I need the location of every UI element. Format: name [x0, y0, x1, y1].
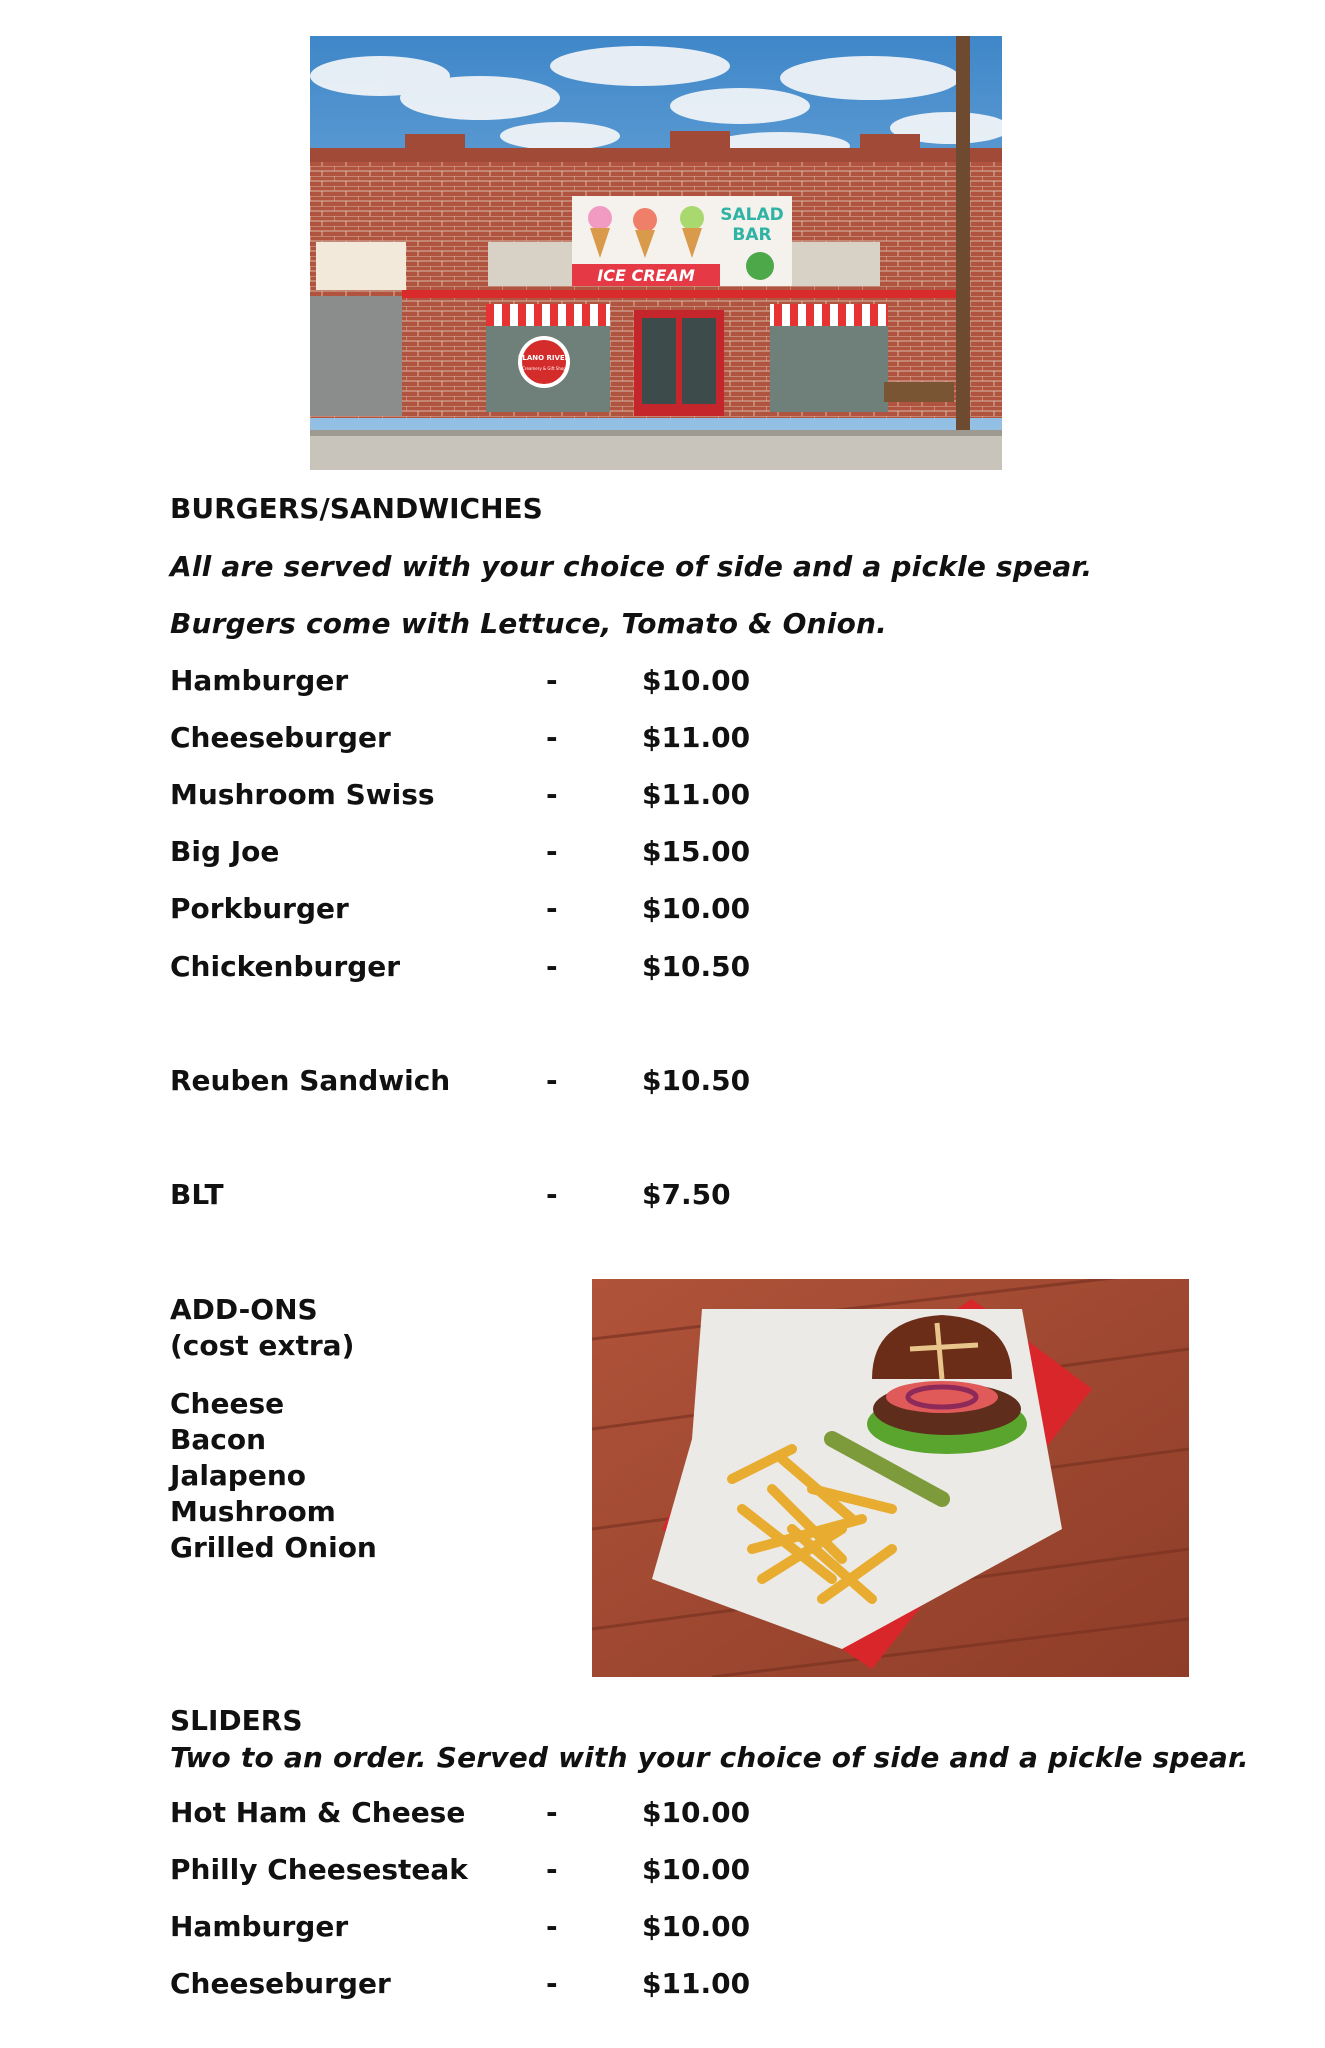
- menu-item-row: [170, 1175, 870, 1215]
- menu-item-dash: -: [546, 1910, 558, 1943]
- menu-item-price: $10.00: [642, 1853, 751, 1886]
- menu-item-dash: -: [546, 1064, 558, 1097]
- menu-item-dash: -: [546, 1178, 558, 1211]
- addons-heading: ADD-ONS: [170, 1293, 318, 1326]
- menu-item-name: Big Joe: [170, 835, 280, 868]
- menu-item-name: Reuben Sandwich: [170, 1064, 451, 1097]
- menu-item-price: $7.50: [642, 1178, 731, 1211]
- menu-item-name: Cheeseburger: [170, 1967, 391, 2000]
- menu-item-name: Chickenburger: [170, 950, 401, 983]
- menu-item-row: [170, 718, 870, 758]
- menu-item-price: $10.50: [642, 950, 751, 983]
- addon-item: Mushroom: [170, 1495, 336, 1528]
- storefront-photo: [310, 36, 1002, 470]
- sign-ice-cream-text: ICE CREAM: [597, 266, 695, 285]
- menu-item-price: $10.00: [642, 664, 751, 697]
- menu-item-name: Hamburger: [170, 664, 349, 697]
- menu-item-row: [170, 661, 870, 701]
- addon-item: Grilled Onion: [170, 1531, 377, 1564]
- menu-item-name: Hot Ham & Cheese: [170, 1796, 466, 1829]
- menu-item-dash: -: [546, 1853, 558, 1886]
- menu-item-name: Hamburger: [170, 1910, 349, 1943]
- menu-item-price: $10.00: [642, 1910, 751, 1943]
- menu-item-row: [170, 947, 870, 987]
- menu-item-name: Mushroom Swiss: [170, 778, 435, 811]
- menu-item-price: $10.00: [642, 892, 751, 925]
- window-logo-line2: Creamery & Gift Shop: [522, 366, 566, 371]
- menu-item-row: [170, 1964, 870, 2004]
- addon-item: Cheese: [170, 1387, 285, 1420]
- menu-item-price: $10.50: [642, 1064, 751, 1097]
- menu-item-dash: -: [546, 835, 558, 868]
- addon-item: Bacon: [170, 1423, 267, 1456]
- menu-item-price: $10.00: [642, 1796, 751, 1829]
- sliders-heading: SLIDERS: [170, 1704, 303, 1737]
- menu-item-row: [170, 889, 870, 929]
- menu-item-dash: -: [546, 721, 558, 754]
- menu-item-row: [170, 1907, 870, 1947]
- sign-salad-text: SALAD: [720, 205, 784, 225]
- burgers-note-toppings: Burgers come with Lettuce, Tomato & Onion.: [170, 607, 887, 640]
- menu-item-name: Porkburger: [170, 892, 349, 925]
- menu-item-dash: -: [546, 778, 558, 811]
- menu-item-row: [170, 832, 870, 872]
- menu-item-dash: -: [546, 664, 558, 697]
- sign-bar-text: BAR: [732, 225, 772, 245]
- menu-item-row: [170, 775, 870, 815]
- menu-item-row: [170, 1793, 870, 1833]
- menu-item-row: [170, 1061, 870, 1101]
- menu-item-price: $11.00: [642, 721, 751, 754]
- menu-item-price: $11.00: [642, 1967, 751, 2000]
- menu-item-dash: -: [546, 1967, 558, 2000]
- menu-item-dash: -: [546, 950, 558, 983]
- window-logo-line1: LLANO RIVER: [517, 354, 571, 362]
- menu-item-row: [170, 1850, 870, 1890]
- menu-item-name: BLT: [170, 1178, 224, 1211]
- sliders-note: Two to an order. Served with your choice of side and a pickle spear.: [170, 1741, 1249, 1774]
- addon-item: Jalapeno: [170, 1459, 307, 1492]
- menu-item-dash: -: [546, 1796, 558, 1829]
- menu-item-dash: -: [546, 892, 558, 925]
- burgers-note-sides: All are served with your choice of side and a pickle spear.: [170, 550, 1093, 583]
- menu-item-price: $11.00: [642, 778, 751, 811]
- burgers-heading: BURGERS/SANDWICHES: [170, 492, 543, 525]
- addons-subheading: (cost extra): [170, 1329, 355, 1362]
- menu-item-name: Cheeseburger: [170, 721, 391, 754]
- menu-item-name: Philly Cheesesteak: [170, 1853, 468, 1886]
- menu-item-price: $15.00: [642, 835, 751, 868]
- burger-basket-photo: [592, 1279, 1189, 1677]
